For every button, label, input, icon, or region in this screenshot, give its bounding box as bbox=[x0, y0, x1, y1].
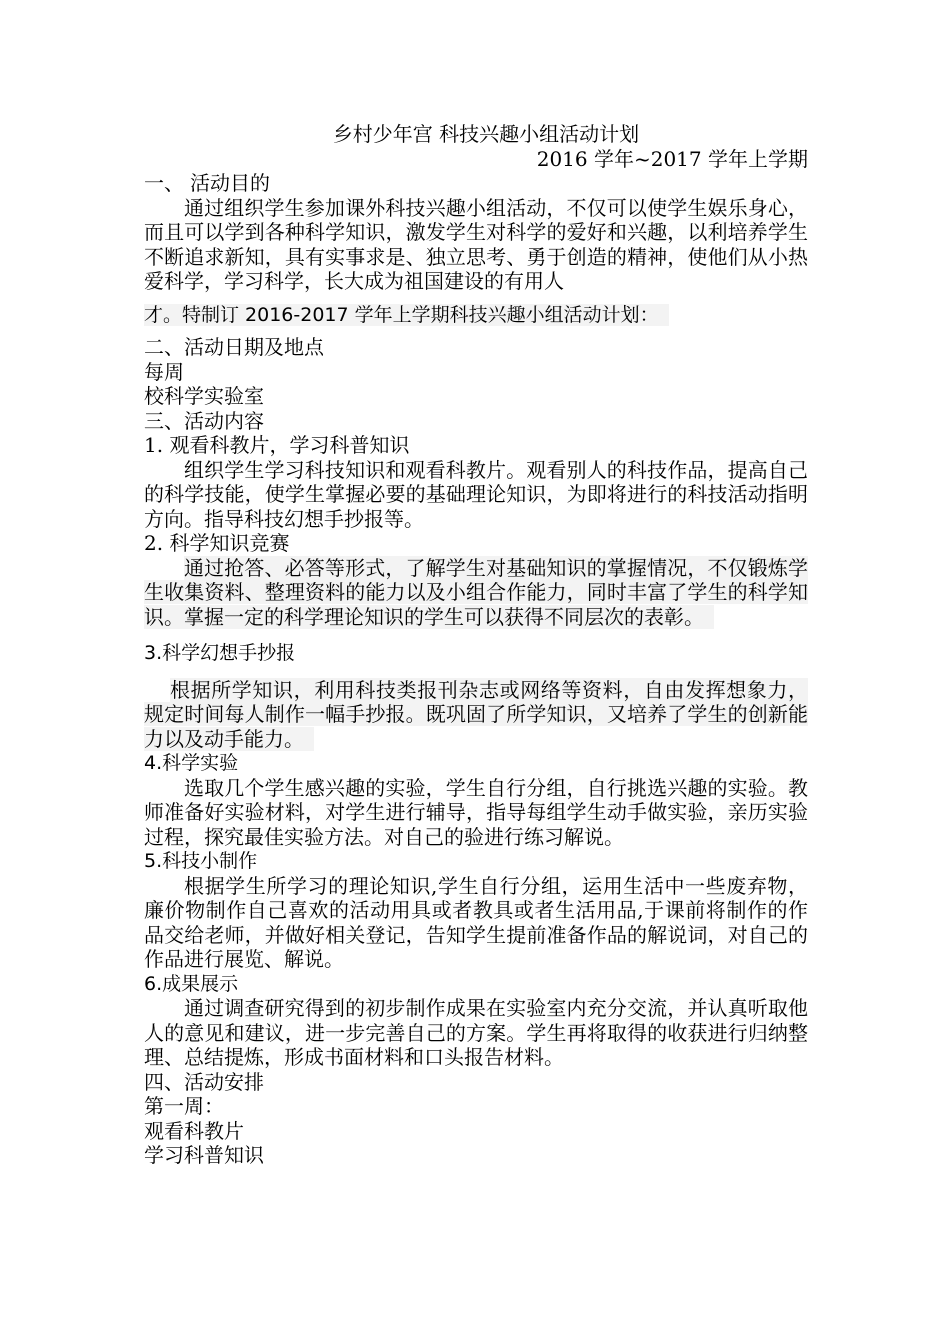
item4-heading: 4.科学实验 bbox=[144, 752, 239, 774]
section2-line-frequency: 每周 bbox=[144, 359, 184, 384]
item6-paragraph: 通过调查研究得到的初步制作成果在实验室内充分交流，并认真听取他人的意见和建议，进一步完善自己的方案。学生再将取得的收获进行归纳整理、总结提炼，形成书面材料和口头报告材料。 bbox=[144, 996, 808, 1069]
item4-paragraph: 选取几个学生感兴趣的实验，学生自行分组，自行挑选兴趣的实验。教师准备好实验材料，对学生进行辅导，指导每组学生动手做实验，亲历实验过程，探究最佳实验方法。对自己的验进行练习解说。 bbox=[144, 775, 808, 849]
item5-heading: 5.科技小制作 bbox=[144, 850, 258, 872]
document-term: 2016 学年~2017 学年上学期 bbox=[536, 146, 808, 171]
section1-paragraph-tail bbox=[144, 302, 808, 328]
item2-paragraph-text: 通过抢答、必答等形式，了解学生对基础知识的掌握情况，不仅锻炼学生收集资料、整理资料的能力以及小组合作能力，同时丰富了学生的科学知识。掌握一定的科学理论知识的学生可以获得不同层次的表彰。 bbox=[144, 555, 808, 629]
section4-week1: 第一周： bbox=[144, 1094, 224, 1118]
item3-heading: 3.科学幻想手抄报 bbox=[144, 642, 296, 664]
item5-paragraph: 根据学生所学习的理论知识,学生自行分组，运用生活中一些废弃物，廉价物制作自己喜欢的活动用具或者教具或者生活用品,于课前将制作的作品交给老师，并做好相关登记，告知学生提前准备作品的解说词，对自己的作品进行展览、解说。 bbox=[144, 873, 808, 971]
item1-heading: 1. 观看科教片，学习科普知识 bbox=[144, 433, 410, 457]
section4-line-knowledge: 学习科普知识 bbox=[144, 1143, 264, 1167]
item2-heading: 2. 科学知识竞赛 bbox=[144, 531, 290, 555]
section1-paragraph-tail-text: 才。特制订 2016-2017 学年上学期科技兴趣小组活动计划： bbox=[144, 304, 669, 326]
item1-paragraph: 组织学生学习科技知识和观看科教片。观看别人的科技作品，提高自己的科学技能，使学生掌握必要的基础理论知识，为即将进行的科技活动指明方向。指导科技幻想手抄报等。 bbox=[144, 457, 808, 531]
item3-paragraph bbox=[144, 678, 808, 752]
section2-line-location: 校科学实验室 bbox=[144, 384, 264, 408]
document-title: 乡村少年宫 科技兴趣小组活动计划 bbox=[332, 122, 640, 146]
document-body bbox=[144, 122, 808, 1168]
item3-paragraph-text: 根据所学知识，利用科技类报刊杂志或网络等资料，自由发挥想象力，规定时间每人制作一幅手抄报。既巩固了所学知识，又培养了学生的创新能力以及动手能力。 bbox=[144, 677, 808, 751]
item6-heading: 6.成果展示 bbox=[144, 972, 239, 995]
section1-label: 活动目的 bbox=[190, 171, 270, 195]
section1-number: 一、 bbox=[144, 171, 184, 195]
section1-paragraph: 通过组织学生参加课外科技兴趣小组活动，不仅可以使学生娱乐身心，而且可以学到各种科学知识，激发学生对科学的爱好和兴趣，以利培养学生不断追求新知，具有实事求是、独立思考、勇于创造的精神，使他们从小热爱科学，学习科学，长大成为祖国建设的有用人 bbox=[144, 195, 808, 293]
section3-heading: 三、活动内容 bbox=[144, 408, 264, 433]
section1-heading bbox=[144, 171, 808, 196]
section4-line-video: 观看科教片 bbox=[144, 1118, 244, 1143]
section2-heading: 二、活动日期及地点 bbox=[144, 335, 324, 359]
item2-paragraph bbox=[144, 556, 808, 630]
section4-heading: 四、活动安排 bbox=[144, 1069, 264, 1094]
